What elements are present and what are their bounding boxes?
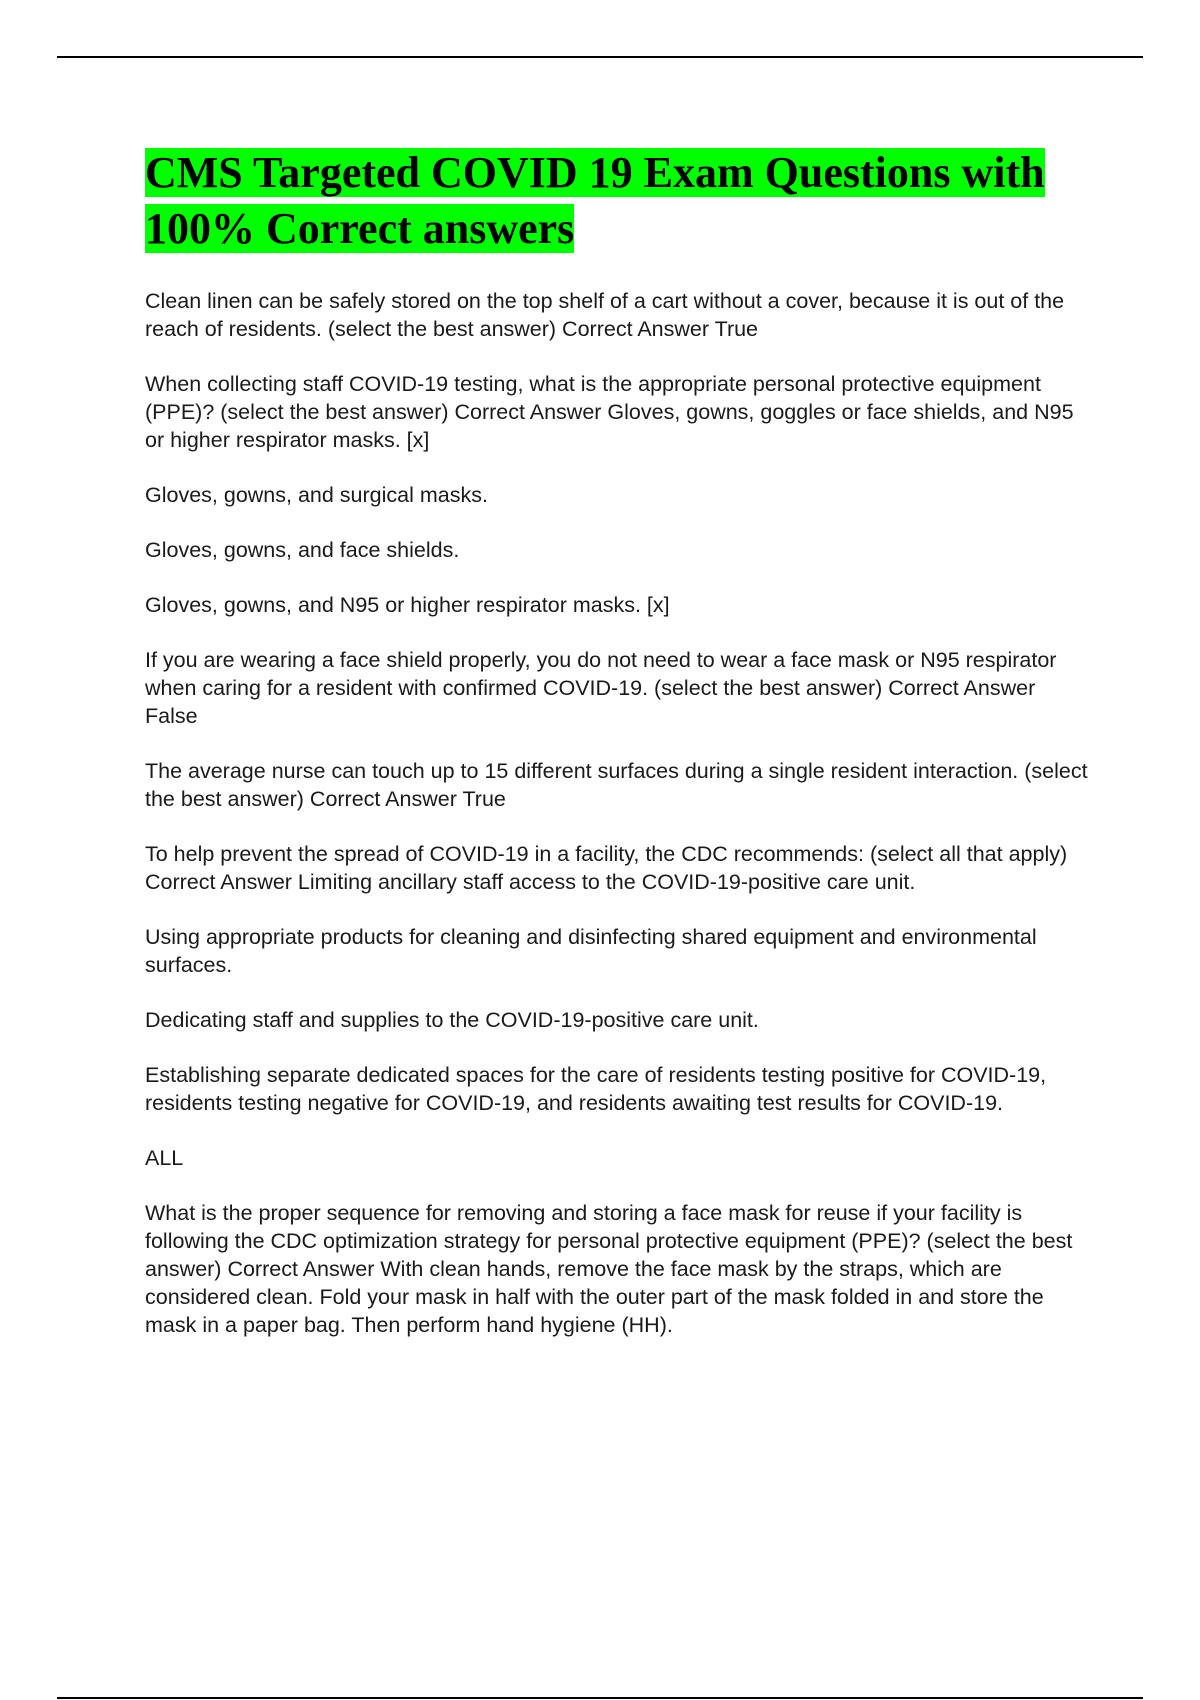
paragraph-3: Gloves, gowns, and surgical masks. bbox=[145, 483, 488, 507]
paragraph-10: Dedicating staff and supplies to the COVID-19-positive care unit. bbox=[145, 1008, 759, 1032]
paragraph-8: To help prevent the spread of COVID-19 in a facility, the CDC recommends: (select all that apply) Correct Answer Limiting ancillary staff access to the COVID-19-positive care unit. bbox=[145, 842, 1068, 894]
top-divider bbox=[57, 56, 1143, 58]
paragraph-2: When collecting staff COVID-19 testing, what is the appropriate personal protective equipment (PPE)? (select the best answer) Correct Answer Gloves, gowns, goggles or face shields, and N95 or higher respirator masks. [x] bbox=[145, 372, 1074, 452]
document-body bbox=[145, 145, 1090, 1366]
document-title bbox=[145, 145, 1090, 257]
paragraph-12: ALL bbox=[145, 1146, 184, 1170]
paragraph-1: Clean linen can be safely stored on the top shelf of a cart without a cover, because it is out of the reach of residents. (select the best answer) Correct Answer True bbox=[145, 289, 1065, 341]
paragraph-13: What is the proper sequence for removing and storing a face mask for reuse if your facility is following the CDC optimization strategy for personal protective equipment (PPE)? (select the best answer) Correct Answer With clean hands, remove the face mask by the straps, which are considered clean. Fold your mask in half with the outer part of the mask folded in and store the mask in a paper bag. Then perform hand hygiene (HH). bbox=[145, 1201, 1073, 1337]
paragraph-7: The average nurse can touch up to 15 different surfaces during a single resident interaction. (select the best answer) Correct Answer True bbox=[145, 759, 1088, 811]
paragraph-11: Establishing separate dedicated spaces for the care of residents testing positive for COVID-19, residents testing negative for COVID-19, and residents awaiting test results for COVID-19. bbox=[145, 1063, 1047, 1115]
bottom-divider bbox=[57, 1697, 1143, 1699]
paragraph-5: Gloves, gowns, and N95 or higher respirator masks. [x] bbox=[145, 593, 670, 617]
title-highlight: CMS Targeted COVID 19 Exam Questions with 100% Correct answers bbox=[145, 148, 1045, 253]
paragraph-9: Using appropriate products for cleaning and disinfecting shared equipment and environmental surfaces. bbox=[145, 925, 1037, 977]
paragraph-6: If you are wearing a face shield properly, you do not need to wear a face mask or N95 respirator when caring for a resident with confirmed COVID-19. (select the best answer) Correct Answer False bbox=[145, 648, 1057, 728]
paragraph-4: Gloves, gowns, and face shields. bbox=[145, 538, 460, 562]
